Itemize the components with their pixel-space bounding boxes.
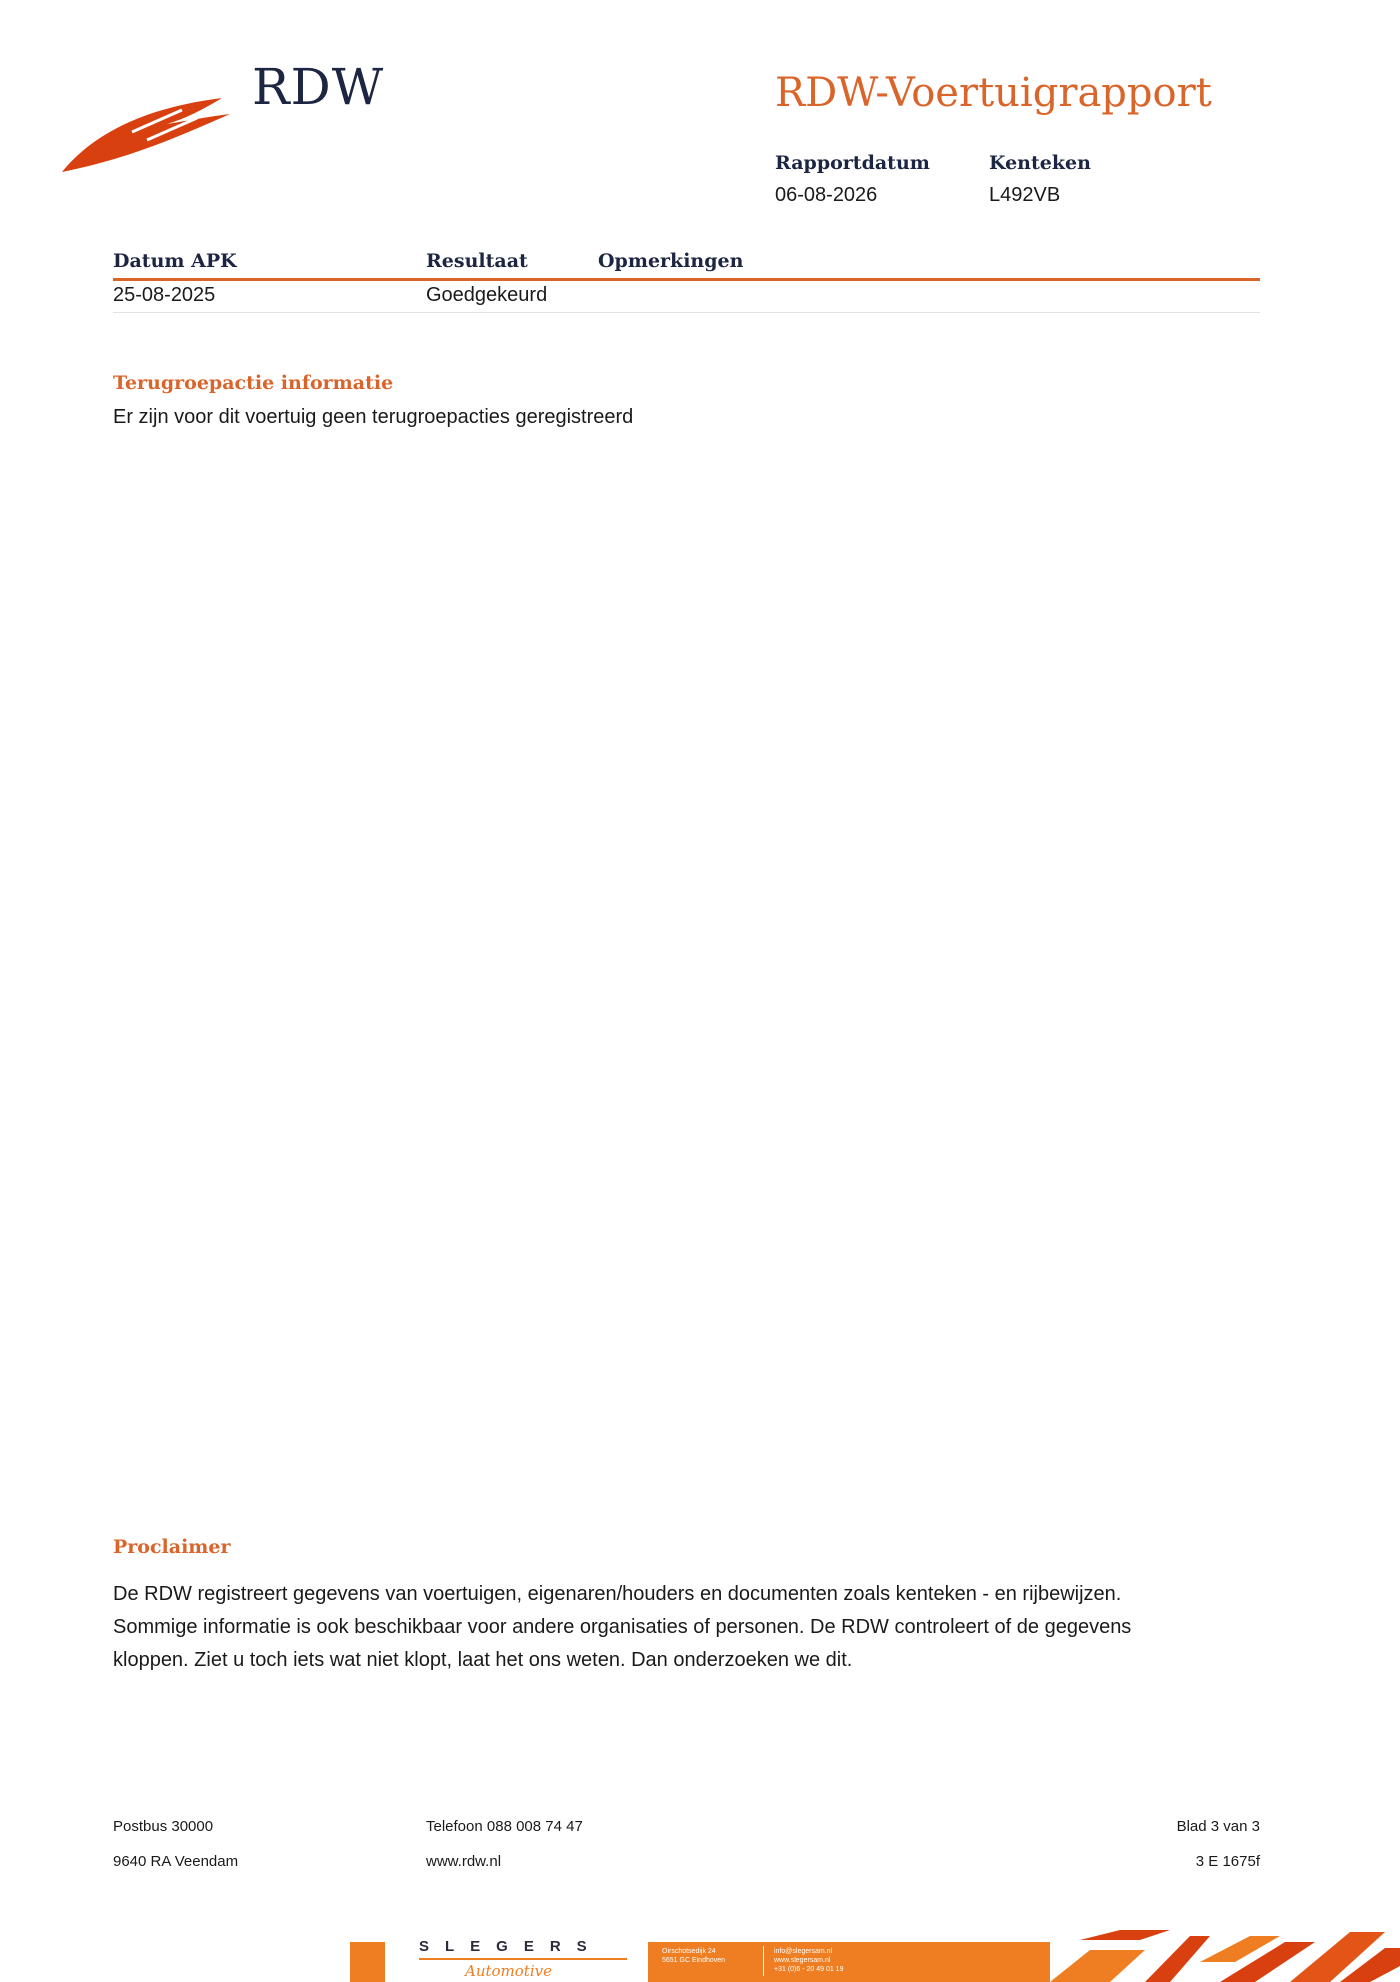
rdw-logo-icon <box>62 90 232 180</box>
banner-divider <box>763 1946 764 1976</box>
table-cell-date: 25-08-2025 <box>113 284 216 306</box>
column-header-date: Datum APK <box>113 250 237 272</box>
banner-city: 5651 GC Eindhoven <box>662 1957 726 1964</box>
banner-street: Oirschotsedijk 24 <box>662 1948 716 1955</box>
column-header-result: Resultaat <box>426 250 528 272</box>
banner-logo-area <box>385 1938 645 1982</box>
footer-document-code: 3 E 1675f <box>1195 1853 1260 1870</box>
banner-address <box>662 1947 725 1965</box>
banner-left-block <box>350 1942 385 1982</box>
recall-text: Er zijn voor dit voertuig geen terugroepacties geregistreerd <box>113 406 634 428</box>
table-cell-result: Goedgekeurd <box>426 284 548 306</box>
banner-brand-underline <box>419 1958 627 1960</box>
column-header-remarks: Opmerkingen <box>598 250 744 272</box>
report-date-label: Rapportdatum <box>775 152 930 174</box>
footer-website: www.rdw.nl <box>426 1853 502 1870</box>
banner-phone: +31 (0)6 - 20 49 01 19 <box>774 1966 844 1973</box>
rdw-logo-text: RDW <box>252 58 385 116</box>
proclaimer-text <box>113 1578 1273 1677</box>
banner-email: info@slegersam.nl <box>774 1948 833 1955</box>
banner-web: www.slegersam.nl <box>774 1957 831 1964</box>
footer-phone: Telefoon 088 008 74 47 <box>426 1818 583 1835</box>
plate-value: L492VB <box>989 184 1061 206</box>
report-title: RDW-Voertuigrapport <box>775 70 1212 116</box>
recall-title: Terugroepactie informatie <box>113 372 394 394</box>
banner-brand: SLEGERS <box>419 1938 603 1955</box>
footer-page-number: Blad 3 van 3 <box>1176 1818 1260 1835</box>
banner-stripes-graphic <box>1050 1926 1400 1982</box>
banner-contact-block <box>648 1942 1050 1982</box>
proclaimer-line: De RDW registreert gegevens van voertuigen, eigenaren/houders en documenten zoals kenteken - en rijbewijzen. <box>113 1583 1122 1605</box>
proclaimer-line: Sommige informatie is ook beschikbaar voor andere organisaties of personen. De RDW controleert of de gegevens <box>113 1616 1132 1638</box>
table-header-divider <box>113 278 1260 281</box>
banner-tagline: Automotive <box>465 1962 552 1980</box>
plate-label: Kenteken <box>989 152 1091 174</box>
footer-address-line2: 9640 RA Veendam <box>113 1853 239 1870</box>
proclaimer-title: Proclaimer <box>113 1536 231 1558</box>
proclaimer-line: kloppen. Ziet u toch iets wat niet klopt, laat het ons weten. Dan onderzoeken we dit. <box>113 1649 853 1671</box>
table-row-divider <box>113 312 1260 313</box>
banner-contact <box>774 1947 843 1974</box>
report-date-value: 06-08-2026 <box>775 184 878 206</box>
footer-address-line1: Postbus 30000 <box>113 1818 214 1835</box>
